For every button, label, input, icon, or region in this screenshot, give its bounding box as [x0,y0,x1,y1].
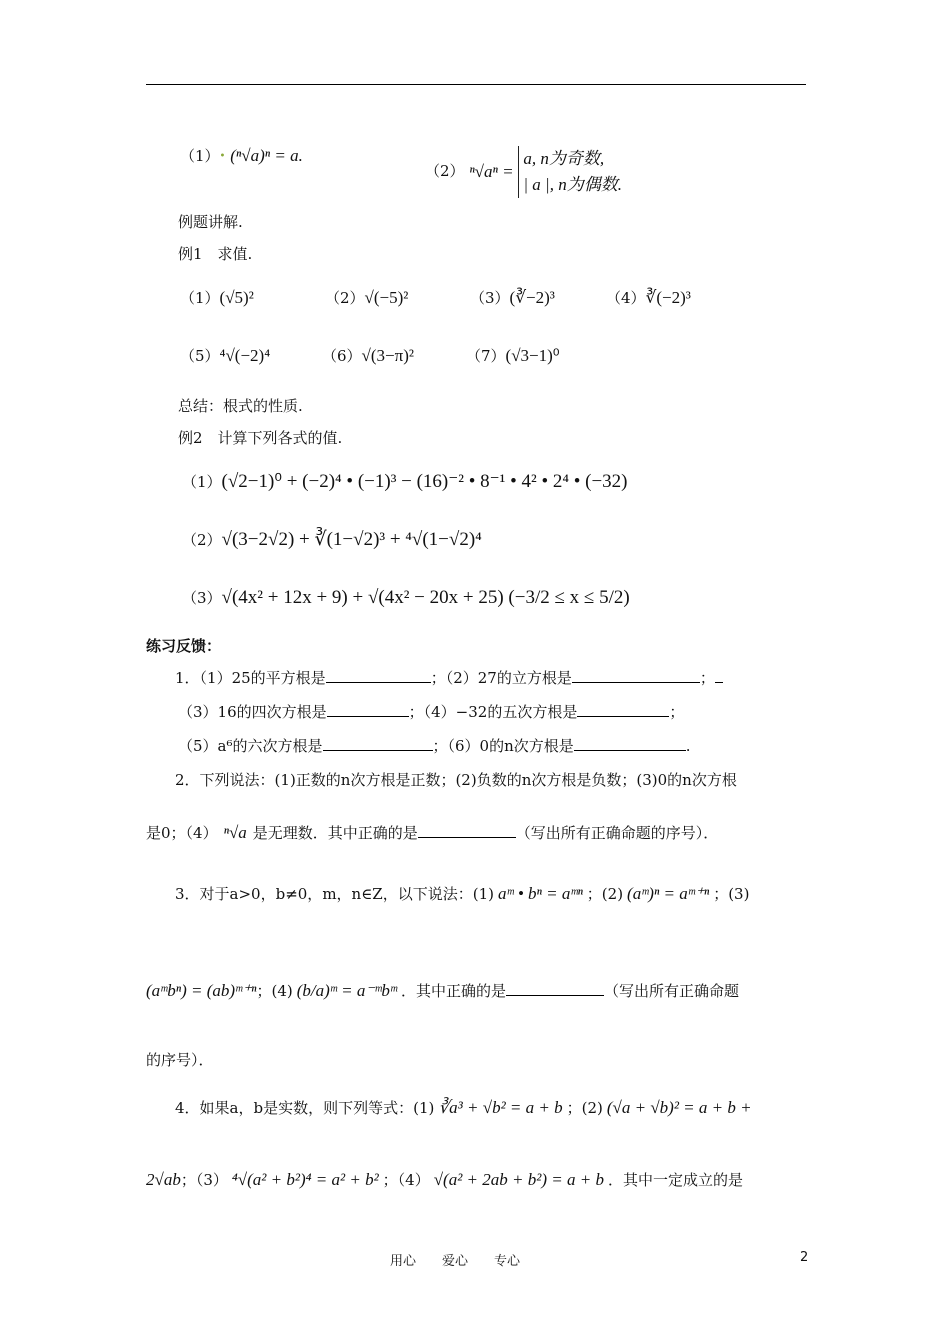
ex1-item-7: （7）(√3−1)⁰ [466,346,560,365]
answer-blank[interactable] [323,736,433,751]
ex1-item-2: （2）√(−5)² [325,288,409,307]
q4-line-1: 4．如果a，b是实数，则下列等式：(1) ∛a³ + √b² = a + b ；(2) (√a + √b)² = a + b + [175,1098,752,1117]
property-2-lhs: ⁿ√aⁿ = [469,162,514,181]
answer-blank[interactable] [326,668,431,683]
q1-line-3: （5）a⁶的六次方根是 ；（6）0的n次方根是 . [178,737,691,755]
answer-blank[interactable] [418,823,516,838]
answer-blank[interactable] [572,668,700,683]
header-rule [146,84,806,85]
ex1-item-3: （3）(∛−2)³ [470,288,555,307]
q1-line-2: （3）16的四次方根是 ；（4）−32的五次方根是 ； [178,703,685,721]
page-number: 2 [800,1250,809,1265]
answer-blank[interactable] [574,736,686,751]
practice-heading: 练习反馈： [146,637,222,655]
ex1-item-5: （5）⁴√(−2)⁴ [180,346,271,365]
summary: 总结：根式的性质. [178,397,303,415]
answer-blank[interactable] [506,981,604,996]
q1-line-1: 1．（1）25的平方根是 ；（2）27的立方根是 ； [175,668,723,688]
q3-line-3: 的序号）． [146,1051,214,1069]
property-2-cases: a, n为奇数, | a |, n为偶数. [518,146,622,198]
marker-dot: • [219,151,226,162]
example-1-title: 例1 求值. [178,245,253,263]
q2-line-1: 2．下列说法：(1)正数的n次方根是正数；(2)负数的n次方根是负数；(3)0的n次方根 [175,771,737,789]
property-1-formula: (ⁿ√a)ⁿ = a. [230,146,303,165]
q3-line-1: 3．对于a>0，b≠0，m，n∈Z，以下说法：(1) aᵐ • bⁿ = aᵐⁿ ；(2) (aᵐ)ⁿ = aᵐ⁺ⁿ ；(3) [175,884,750,903]
ex1-item-4: （4）∛(−2)³ [606,288,691,307]
footer-motto: 用心 爱心 专心 [390,1254,521,1269]
property-2: （2） ⁿ√aⁿ = a, n为奇数, | a |, n为偶数. [425,146,622,198]
ex2-item-2: （2）√(3−2√2) + ∛(1−√2)³ + ⁴√(1−√2)⁴ [182,529,482,550]
ex1-item-6: （6）√(3−π)² [322,346,414,365]
property-1: （1）• (ⁿ√a)ⁿ = a. [180,146,303,165]
answer-blank[interactable] [715,668,723,683]
answer-blank[interactable] [327,702,409,717]
q2-line-2: 是0；（4） ⁿ√a 是无理数．其中正确的是 （写出所有正确命题的序号）． [146,823,719,842]
section-examples: 例题讲解. [178,213,243,231]
example-2-title: 例2 计算下列各式的值. [178,429,343,447]
q3-line-2: (aᵐbⁿ) = (ab)ᵐ⁺ⁿ；(4) (b/a)ᵐ = a⁻ᵐbᵐ ．其中正确的是 （写出所有正确命题 [146,981,740,1000]
answer-blank[interactable] [577,702,669,717]
ex2-item-1: （1）(√2−1)⁰ + (−2)⁴ • (−1)³ − (16)⁻² • 8⁻¹ • 4² • 2⁴ • (−32) [182,471,628,492]
q4-line-2: 2√ab；（3） ⁴√(a² + b²)⁴ = a² + b² ；（4） √(a² + 2ab + b²) = a + b ．其中一定成立的是 [146,1170,743,1189]
ex2-item-3: （3）√(4x² + 12x + 9) + √(4x² − 20x + 25) (−3/2 ≤ x ≤ 5/2) [182,587,630,608]
ex1-item-1: （1）(√5)² [180,288,254,307]
